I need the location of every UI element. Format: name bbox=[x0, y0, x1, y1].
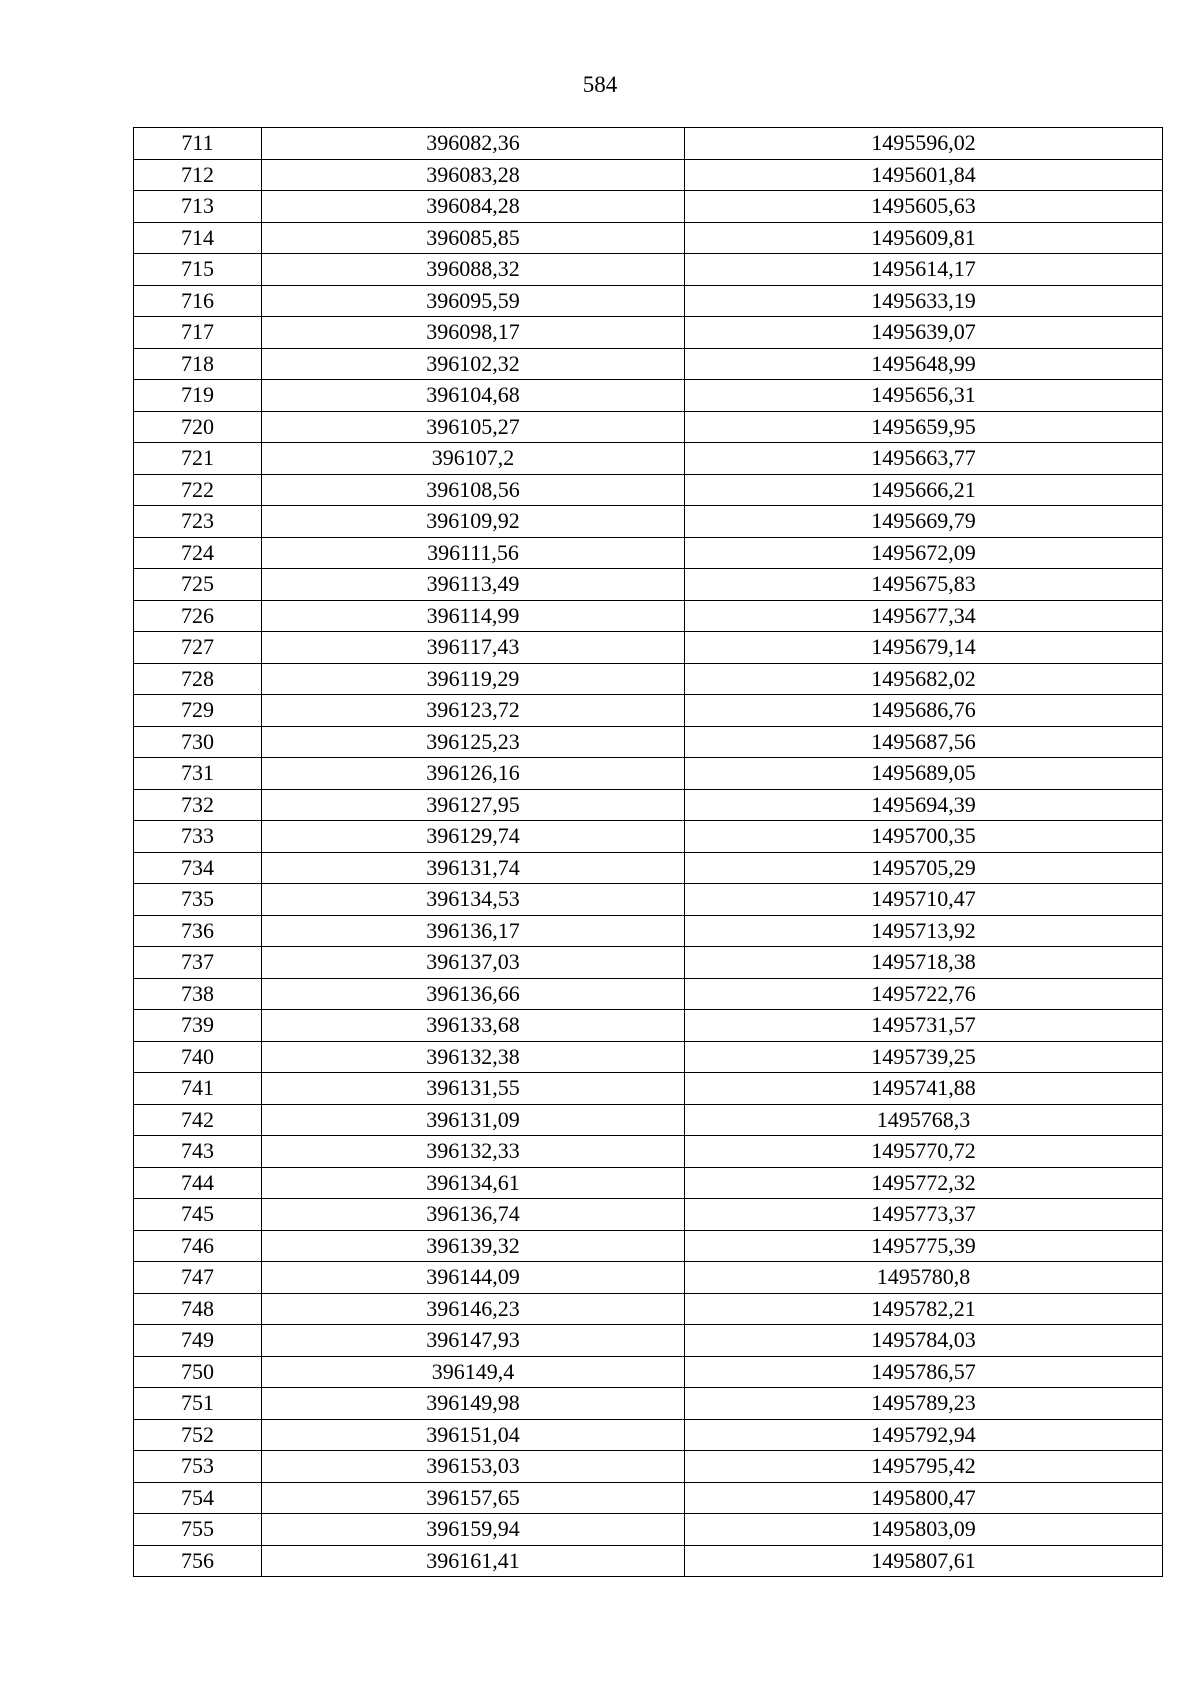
table-row bbox=[134, 852, 1163, 884]
y-coordinate-cell: 1495800,47 bbox=[685, 1482, 1163, 1514]
coordinates-table-body bbox=[134, 128, 1163, 1577]
x-coordinate-cell: 396131,55 bbox=[262, 1073, 685, 1105]
point-number-cell: 748 bbox=[134, 1293, 262, 1325]
table-row bbox=[134, 1514, 1163, 1546]
table-row bbox=[134, 254, 1163, 286]
table-row bbox=[134, 443, 1163, 475]
point-number-cell: 752 bbox=[134, 1419, 262, 1451]
point-number-cell: 725 bbox=[134, 569, 262, 601]
y-coordinate-cell: 1495780,8 bbox=[685, 1262, 1163, 1294]
point-number-cell: 737 bbox=[134, 947, 262, 979]
x-coordinate-cell: 396113,49 bbox=[262, 569, 685, 601]
y-coordinate-cell: 1495770,72 bbox=[685, 1136, 1163, 1168]
point-number-cell: 750 bbox=[134, 1356, 262, 1388]
point-number-cell: 741 bbox=[134, 1073, 262, 1105]
table-row bbox=[134, 1136, 1163, 1168]
table-row bbox=[134, 884, 1163, 916]
point-number-cell: 744 bbox=[134, 1167, 262, 1199]
table-row bbox=[134, 1199, 1163, 1231]
point-number-cell: 739 bbox=[134, 1010, 262, 1042]
y-coordinate-cell: 1495713,92 bbox=[685, 915, 1163, 947]
y-coordinate-cell: 1495686,76 bbox=[685, 695, 1163, 727]
point-number-cell: 712 bbox=[134, 159, 262, 191]
y-coordinate-cell: 1495605,63 bbox=[685, 191, 1163, 223]
table-row bbox=[134, 600, 1163, 632]
y-coordinate-cell: 1495772,32 bbox=[685, 1167, 1163, 1199]
table-row bbox=[134, 1262, 1163, 1294]
y-coordinate-cell: 1495609,81 bbox=[685, 222, 1163, 254]
point-number-cell: 724 bbox=[134, 537, 262, 569]
point-number-cell: 713 bbox=[134, 191, 262, 223]
point-number-cell: 732 bbox=[134, 789, 262, 821]
x-coordinate-cell: 396102,32 bbox=[262, 348, 685, 380]
point-number-cell: 743 bbox=[134, 1136, 262, 1168]
point-number-cell: 755 bbox=[134, 1514, 262, 1546]
x-coordinate-cell: 396123,72 bbox=[262, 695, 685, 727]
y-coordinate-cell: 1495795,42 bbox=[685, 1451, 1163, 1483]
point-number-cell: 740 bbox=[134, 1041, 262, 1073]
x-coordinate-cell: 396111,56 bbox=[262, 537, 685, 569]
y-coordinate-cell: 1495682,02 bbox=[685, 663, 1163, 695]
y-coordinate-cell: 1495722,76 bbox=[685, 978, 1163, 1010]
point-number-cell: 722 bbox=[134, 474, 262, 506]
x-coordinate-cell: 396095,59 bbox=[262, 285, 685, 317]
coordinates-table bbox=[133, 127, 1163, 1577]
point-number-cell: 729 bbox=[134, 695, 262, 727]
table-row bbox=[134, 569, 1163, 601]
table-row bbox=[134, 1325, 1163, 1357]
table-row bbox=[134, 1167, 1163, 1199]
x-coordinate-cell: 396082,36 bbox=[262, 128, 685, 160]
x-coordinate-cell: 396144,09 bbox=[262, 1262, 685, 1294]
point-number-cell: 716 bbox=[134, 285, 262, 317]
table-row bbox=[134, 1388, 1163, 1420]
point-number-cell: 754 bbox=[134, 1482, 262, 1514]
y-coordinate-cell: 1495689,05 bbox=[685, 758, 1163, 790]
point-number-cell: 735 bbox=[134, 884, 262, 916]
table-row bbox=[134, 915, 1163, 947]
point-number-cell: 727 bbox=[134, 632, 262, 664]
table-row bbox=[134, 978, 1163, 1010]
x-coordinate-cell: 396134,61 bbox=[262, 1167, 685, 1199]
y-coordinate-cell: 1495741,88 bbox=[685, 1073, 1163, 1105]
table-row bbox=[134, 474, 1163, 506]
table-row bbox=[134, 789, 1163, 821]
y-coordinate-cell: 1495782,21 bbox=[685, 1293, 1163, 1325]
table-row bbox=[134, 128, 1163, 160]
y-coordinate-cell: 1495601,84 bbox=[685, 159, 1163, 191]
x-coordinate-cell: 396126,16 bbox=[262, 758, 685, 790]
x-coordinate-cell: 396157,65 bbox=[262, 1482, 685, 1514]
point-number-cell: 751 bbox=[134, 1388, 262, 1420]
x-coordinate-cell: 396136,17 bbox=[262, 915, 685, 947]
y-coordinate-cell: 1495700,35 bbox=[685, 821, 1163, 853]
table-row bbox=[134, 506, 1163, 538]
y-coordinate-cell: 1495789,23 bbox=[685, 1388, 1163, 1420]
table-row bbox=[134, 317, 1163, 349]
y-coordinate-cell: 1495672,09 bbox=[685, 537, 1163, 569]
point-number-cell: 753 bbox=[134, 1451, 262, 1483]
y-coordinate-cell: 1495705,29 bbox=[685, 852, 1163, 884]
point-number-cell: 728 bbox=[134, 663, 262, 695]
table-row bbox=[134, 411, 1163, 443]
y-coordinate-cell: 1495786,57 bbox=[685, 1356, 1163, 1388]
table-row bbox=[134, 726, 1163, 758]
y-coordinate-cell: 1495666,21 bbox=[685, 474, 1163, 506]
y-coordinate-cell: 1495792,94 bbox=[685, 1419, 1163, 1451]
y-coordinate-cell: 1495677,34 bbox=[685, 600, 1163, 632]
point-number-cell: 726 bbox=[134, 600, 262, 632]
table-row bbox=[134, 1482, 1163, 1514]
point-number-cell: 719 bbox=[134, 380, 262, 412]
point-number-cell: 730 bbox=[134, 726, 262, 758]
point-number-cell: 733 bbox=[134, 821, 262, 853]
point-number-cell: 714 bbox=[134, 222, 262, 254]
point-number-cell: 745 bbox=[134, 1199, 262, 1231]
x-coordinate-cell: 396147,93 bbox=[262, 1325, 685, 1357]
point-number-cell: 746 bbox=[134, 1230, 262, 1262]
table-row bbox=[134, 1230, 1163, 1262]
point-number-cell: 749 bbox=[134, 1325, 262, 1357]
table-row bbox=[134, 1545, 1163, 1577]
point-number-cell: 742 bbox=[134, 1104, 262, 1136]
y-coordinate-cell: 1495694,39 bbox=[685, 789, 1163, 821]
point-number-cell: 734 bbox=[134, 852, 262, 884]
y-coordinate-cell: 1495663,77 bbox=[685, 443, 1163, 475]
x-coordinate-cell: 396098,17 bbox=[262, 317, 685, 349]
table-row bbox=[134, 348, 1163, 380]
y-coordinate-cell: 1495687,56 bbox=[685, 726, 1163, 758]
table-row bbox=[134, 1451, 1163, 1483]
table-row bbox=[134, 663, 1163, 695]
x-coordinate-cell: 396134,53 bbox=[262, 884, 685, 916]
table-row bbox=[134, 1293, 1163, 1325]
y-coordinate-cell: 1495784,03 bbox=[685, 1325, 1163, 1357]
point-number-cell: 747 bbox=[134, 1262, 262, 1294]
y-coordinate-cell: 1495669,79 bbox=[685, 506, 1163, 538]
x-coordinate-cell: 396105,27 bbox=[262, 411, 685, 443]
table-row bbox=[134, 1073, 1163, 1105]
y-coordinate-cell: 1495648,99 bbox=[685, 348, 1163, 380]
x-coordinate-cell: 396161,41 bbox=[262, 1545, 685, 1577]
x-coordinate-cell: 396088,32 bbox=[262, 254, 685, 286]
y-coordinate-cell: 1495633,19 bbox=[685, 285, 1163, 317]
table-row bbox=[134, 758, 1163, 790]
y-coordinate-cell: 1495596,02 bbox=[685, 128, 1163, 160]
x-coordinate-cell: 396083,28 bbox=[262, 159, 685, 191]
x-coordinate-cell: 396149,98 bbox=[262, 1388, 685, 1420]
x-coordinate-cell: 396132,38 bbox=[262, 1041, 685, 1073]
table-row bbox=[134, 537, 1163, 569]
x-coordinate-cell: 396159,94 bbox=[262, 1514, 685, 1546]
point-number-cell: 736 bbox=[134, 915, 262, 947]
x-coordinate-cell: 396146,23 bbox=[262, 1293, 685, 1325]
x-coordinate-cell: 396129,74 bbox=[262, 821, 685, 853]
x-coordinate-cell: 396114,99 bbox=[262, 600, 685, 632]
x-coordinate-cell: 396119,29 bbox=[262, 663, 685, 695]
point-number-cell: 715 bbox=[134, 254, 262, 286]
y-coordinate-cell: 1495807,61 bbox=[685, 1545, 1163, 1577]
x-coordinate-cell: 396149,4 bbox=[262, 1356, 685, 1388]
point-number-cell: 731 bbox=[134, 758, 262, 790]
table-row bbox=[134, 1356, 1163, 1388]
x-coordinate-cell: 396104,68 bbox=[262, 380, 685, 412]
y-coordinate-cell: 1495656,31 bbox=[685, 380, 1163, 412]
y-coordinate-cell: 1495675,83 bbox=[685, 569, 1163, 601]
y-coordinate-cell: 1495775,39 bbox=[685, 1230, 1163, 1262]
page-number: 584 bbox=[582, 72, 618, 97]
table-row bbox=[134, 191, 1163, 223]
y-coordinate-cell: 1495803,09 bbox=[685, 1514, 1163, 1546]
point-number-cell: 721 bbox=[134, 443, 262, 475]
x-coordinate-cell: 396131,09 bbox=[262, 1104, 685, 1136]
table-row bbox=[134, 821, 1163, 853]
point-number-cell: 717 bbox=[134, 317, 262, 349]
x-coordinate-cell: 396153,03 bbox=[262, 1451, 685, 1483]
point-number-cell: 738 bbox=[134, 978, 262, 1010]
y-coordinate-cell: 1495718,38 bbox=[685, 947, 1163, 979]
table-row bbox=[134, 1419, 1163, 1451]
point-number-cell: 723 bbox=[134, 506, 262, 538]
x-coordinate-cell: 396117,43 bbox=[262, 632, 685, 664]
y-coordinate-cell: 1495679,14 bbox=[685, 632, 1163, 664]
x-coordinate-cell: 396136,74 bbox=[262, 1199, 685, 1231]
point-number-cell: 718 bbox=[134, 348, 262, 380]
x-coordinate-cell: 396139,32 bbox=[262, 1230, 685, 1262]
point-number-cell: 711 bbox=[134, 128, 262, 160]
x-coordinate-cell: 396108,56 bbox=[262, 474, 685, 506]
x-coordinate-cell: 396125,23 bbox=[262, 726, 685, 758]
x-coordinate-cell: 396136,66 bbox=[262, 978, 685, 1010]
point-number-cell: 756 bbox=[134, 1545, 262, 1577]
table-row bbox=[134, 947, 1163, 979]
y-coordinate-cell: 1495710,47 bbox=[685, 884, 1163, 916]
y-coordinate-cell: 1495639,07 bbox=[685, 317, 1163, 349]
x-coordinate-cell: 396131,74 bbox=[262, 852, 685, 884]
y-coordinate-cell: 1495731,57 bbox=[685, 1010, 1163, 1042]
x-coordinate-cell: 396137,03 bbox=[262, 947, 685, 979]
table-row bbox=[134, 380, 1163, 412]
y-coordinate-cell: 1495773,37 bbox=[685, 1199, 1163, 1231]
y-coordinate-cell: 1495659,95 bbox=[685, 411, 1163, 443]
x-coordinate-cell: 396109,92 bbox=[262, 506, 685, 538]
table-row bbox=[134, 285, 1163, 317]
x-coordinate-cell: 396085,85 bbox=[262, 222, 685, 254]
table-row bbox=[134, 1041, 1163, 1073]
x-coordinate-cell: 396084,28 bbox=[262, 191, 685, 223]
table-row bbox=[134, 159, 1163, 191]
x-coordinate-cell: 396132,33 bbox=[262, 1136, 685, 1168]
y-coordinate-cell: 1495614,17 bbox=[685, 254, 1163, 286]
x-coordinate-cell: 396133,68 bbox=[262, 1010, 685, 1042]
x-coordinate-cell: 396127,95 bbox=[262, 789, 685, 821]
table-row bbox=[134, 1104, 1163, 1136]
table-row bbox=[134, 222, 1163, 254]
y-coordinate-cell: 1495768,3 bbox=[685, 1104, 1163, 1136]
table-row bbox=[134, 632, 1163, 664]
table-row bbox=[134, 695, 1163, 727]
y-coordinate-cell: 1495739,25 bbox=[685, 1041, 1163, 1073]
table-row bbox=[134, 1010, 1163, 1042]
x-coordinate-cell: 396107,2 bbox=[262, 443, 685, 475]
x-coordinate-cell: 396151,04 bbox=[262, 1419, 685, 1451]
point-number-cell: 720 bbox=[134, 411, 262, 443]
